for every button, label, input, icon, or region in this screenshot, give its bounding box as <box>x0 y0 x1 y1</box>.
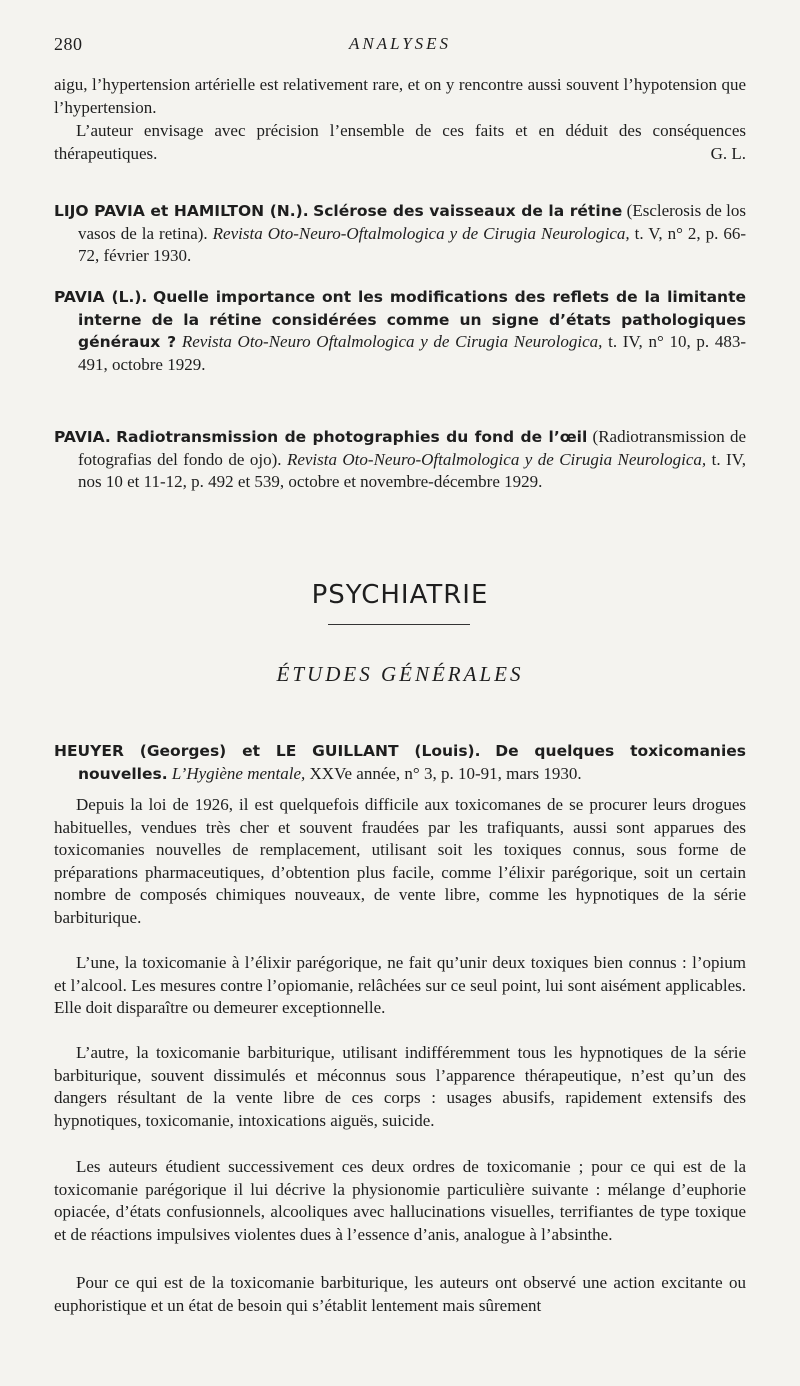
entry-title: Sclérose des vaisseaux de la rétine <box>313 202 623 220</box>
entry-source: Revista Oto-Neuro-Oftalmologica y de Cirugia Neurologica, <box>212 223 630 243</box>
body-paragraph-5: Pour ce qui est de la toxicomanie barbiturique, les auteurs ont observé une action excitante ou euphoristique et un état de besoin qui s’établit lentement mais sûrement <box>54 1273 746 1315</box>
section-title: PSYCHIATRIE <box>311 580 489 610</box>
body-paragraph-3: L’autre, la toxicomanie barbiturique, utilisant indifféremment tous les hypnotiques de la série barbiturique, souvent dissimulés et méconnus sous l’apparence thérapeutique, n’est qu’un des dangers résultant de la vente libre de ces corps : usages abusifs, rapidement extensifs des hypnotiques, toxicomanie, intoxications aiguës, suicide. <box>54 1043 746 1130</box>
entry-authors: HEUYER (Georges) et LE GUILLANT (Louis). <box>54 742 481 760</box>
entry-source: Revista Oto-Neuro Oftalmologica y de Cirugia Neurologica, <box>181 332 603 352</box>
intro-paragraph <box>54 120 746 165</box>
running-title: ANALYSES <box>348 34 452 53</box>
entry-translation: (Esclerosis de los vasos de la retina). <box>78 201 747 243</box>
signature: G. L. <box>710 143 746 163</box>
entry-title: Radiotransmission de photographies du fond de l’œil <box>116 428 588 446</box>
bibliography-entry-1 <box>54 200 746 268</box>
entry-details: t. IV, n° 10, p. 483-491, octobre 1929. <box>78 332 746 374</box>
entry-details: t. V, n° 2, p. 66-72, février 1930. <box>78 223 747 266</box>
entry-authors: PAVIA (L.). <box>54 288 148 306</box>
entry-title: Quelle importance ont les modifications des reflets de la limitante interne de la rétine considérées comme un signe d’états pathologiques généraux ? <box>78 288 746 352</box>
intro-text: aigu, l’hypertension artérielle est relativement rare, et on y rencontre aussi souvent l’hypotension que l’hypertension. <box>54 75 746 117</box>
entry-authors: PAVIA. <box>54 428 111 446</box>
entry-title: De quelques toxicomanies nouvelles. <box>78 742 746 783</box>
entry-details: t. IV, nos 10 et 11-12, p. 492 et 539, octobre et novembre-décembre 1929. <box>78 449 747 492</box>
section-divider <box>328 624 470 625</box>
subsection-title: ÉTUDES GÉNÉRALES <box>276 662 524 686</box>
bibliography-entry-2 <box>54 286 746 376</box>
entry-source: Revista Oto-Neuro-Oftalmologica y de Cirugia Neurologica, <box>286 449 707 469</box>
body-paragraph-4: Les auteurs étudient successivement ces deux ordres de toxicomanie ; pour ce qui est de la toxicomanie parégorique il lui décrive la physionomie particulière suivante : mélange d’euphorie opiacée, d’états confusionnels, alcooliques avec hallucinations visuelles, terrifiantes de type toxique et de réactions impulsives violentes dues à l’essence d’anis, analogue à l’absinthe. <box>54 1157 746 1244</box>
intro-paragraph-text: L’auteur envisage avec précision l’ensemble de ces faits et en déduit des conséquences thérapeutiques. <box>54 121 746 163</box>
bibliography-entry-3 <box>54 426 746 494</box>
main-entry <box>54 740 746 785</box>
entry-details: XXVe année, n° 3, p. 10-91, mars 1930. <box>309 763 582 783</box>
body-paragraph-2: L’une, la toxicomanie à l’élixir parégorique, ne fait qu’unir deux toxiques bien connus : l’opium et l’alcool. Les mesures contre l’opiomanie, relâchées sur ce seul point, lui sont aisément applicables. Elle doit disparaître ou demeurer exceptionnelle. <box>54 953 746 1018</box>
page-header <box>54 34 746 58</box>
entry-translation: (Radiotransmission de fotografias del fondo de ojo). <box>78 427 747 469</box>
page-number: 280 <box>54 34 83 54</box>
entry-source: L’Hygiène mentale, <box>171 763 306 783</box>
entry-authors: LIJO PAVIA et HAMILTON (N.). <box>54 202 309 220</box>
body-paragraph-1: Depuis la loi de 1926, il est quelquefois difficile aux toxicomanes de se procurer leurs drogues habituelles, vendues très cher et souvent fraudées par les trafiquants, aussi sont apparues des toxicomanies nouvelles de remplacement, utilisant soit les toxiques connus, sous forme de préparations pharmaceutiques, d’obtention plus facile, comme l’élixir parégorique, soit un certain nombre de composés chimiques nouveaux, de vente libre, comme les hypnotiques de la série barbiturique. <box>54 795 746 927</box>
